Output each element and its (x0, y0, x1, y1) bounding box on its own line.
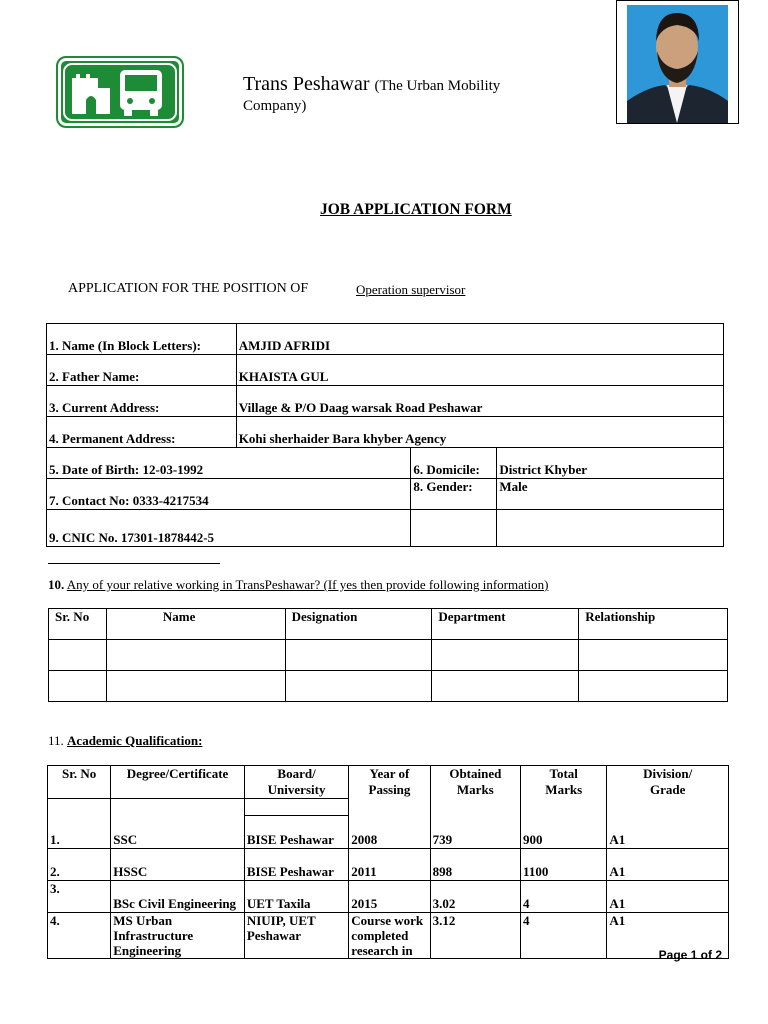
col-header: Total Marks (521, 766, 607, 816)
table-cell[interactable]: SSC (111, 816, 245, 849)
gender-label: 8. Gender: (413, 479, 473, 494)
table-row (47, 510, 724, 547)
table-cell[interactable]: 739 (430, 816, 520, 849)
table-cell[interactable] (432, 640, 579, 671)
name-label: 1. Name (In Block Letters): (49, 338, 201, 353)
col-header: Department (432, 609, 579, 640)
table-row (48, 816, 729, 849)
table-cell[interactable]: 2015 (349, 881, 430, 913)
col-header: Name (106, 609, 285, 640)
table-cell[interactable] (579, 671, 728, 702)
table-row (49, 640, 728, 671)
col-header: Degree/Certificate (111, 766, 245, 799)
applicant-photo (616, 0, 739, 124)
table-cell[interactable] (106, 640, 285, 671)
table-cell[interactable]: 2008 (349, 816, 430, 849)
father-label: 2. Father Name: (49, 369, 140, 384)
table-cell[interactable]: BISE Peshawar (244, 816, 348, 849)
question-11 (48, 733, 202, 749)
cnic-value[interactable]: 17301-1878442-5 (120, 530, 215, 545)
table-row (47, 417, 724, 448)
organization-name (243, 73, 500, 96)
q11-number: 11. (48, 733, 64, 748)
table-row (48, 881, 729, 913)
table-row (47, 386, 724, 417)
table-cell[interactable]: MS Urban Infrastructure Engineering (111, 913, 245, 959)
table-cell[interactable]: 2011 (349, 849, 430, 881)
table-cell: 2. (48, 849, 111, 881)
org-name-text: Trans Peshawar (243, 73, 370, 95)
table-cell[interactable]: BSc Civil Engineering (111, 881, 245, 913)
table-header-row (48, 766, 729, 799)
name-value[interactable]: AMJID AFRIDI (238, 338, 331, 353)
domicile-label: 6. Domicile: (413, 462, 480, 477)
table-row (47, 355, 724, 386)
table-cell[interactable]: A1 (607, 913, 729, 959)
table-row (47, 324, 724, 355)
table-cell[interactable] (106, 671, 285, 702)
gender-value[interactable]: Male (499, 479, 528, 494)
cnic-label: 9. CNIC No. (49, 530, 118, 545)
table-cell[interactable]: A1 (607, 881, 729, 913)
table-cell[interactable]: 4 (521, 913, 607, 959)
position-label: APPLICATION FOR THE POSITION OF (68, 281, 309, 296)
table-cell[interactable] (49, 671, 107, 702)
q11-text: Academic Qualification: (67, 733, 203, 748)
table-cell[interactable]: UET Taxila (244, 881, 348, 913)
divider (48, 563, 220, 564)
table-cell[interactable]: Course work completed research in (349, 913, 430, 959)
position-value[interactable]: Operation supervisor (356, 282, 466, 297)
relatives-table (48, 608, 728, 702)
table-cell[interactable] (579, 640, 728, 671)
current-address-value[interactable]: Village & P/O Daag warsak Road Peshawar (238, 400, 483, 415)
table-row (48, 913, 729, 959)
contact-label: 7. Contact No: (49, 493, 130, 508)
table-row (47, 479, 724, 510)
col-header: Division/ Grade (607, 766, 729, 816)
table-row (47, 448, 724, 479)
dob-value[interactable]: 12-03-1992 (142, 462, 204, 477)
table-row (48, 849, 729, 881)
q10-text: Any of your relative working in TransPeshawar? (If yes then provide following information) (66, 577, 549, 592)
table-cell[interactable] (285, 671, 432, 702)
table-cell[interactable]: NIUIP, UET Peshawar (244, 913, 348, 959)
col-header: Board/ University (244, 766, 348, 799)
table-cell[interactable] (285, 640, 432, 671)
table-cell[interactable]: HSSC (111, 849, 245, 881)
table-cell[interactable]: A1 (607, 849, 729, 881)
academic-table (47, 765, 729, 959)
table-cell[interactable]: 898 (430, 849, 520, 881)
trans-peshawar-logo (56, 56, 184, 128)
dob-label: 5. Date of Birth: (49, 462, 140, 477)
table-cell[interactable] (432, 671, 579, 702)
table-cell[interactable]: 4 (521, 881, 607, 913)
col-header: Sr. No (48, 766, 111, 799)
col-header: Sr. No (49, 609, 107, 640)
question-10 (48, 577, 548, 593)
table-cell[interactable]: A1 (607, 816, 729, 849)
personal-info-table (46, 323, 724, 547)
table-cell[interactable]: 3.02 (430, 881, 520, 913)
table-cell: 1. (48, 816, 111, 849)
current-address-label: 3. Current Address: (49, 400, 160, 415)
table-cell: 4. (48, 913, 111, 959)
org-name-paren: (The Urban Mobility (374, 78, 501, 94)
table-cell[interactable]: 3.12 (430, 913, 520, 959)
contact-value[interactable]: 0333-4217534 (132, 493, 209, 508)
col-header: Relationship (579, 609, 728, 640)
table-header-row (49, 609, 728, 640)
col-header: Year of Passing (349, 766, 430, 816)
table-row (49, 671, 728, 702)
col-header: Designation (285, 609, 432, 640)
table-cell[interactable]: 900 (521, 816, 607, 849)
q10-number: 10. (48, 577, 65, 592)
table-cell[interactable] (49, 640, 107, 671)
table-cell[interactable]: 1100 (521, 849, 607, 881)
permanent-address-label: 4. Permanent Address: (49, 431, 176, 446)
page-number: Page 1 of 2 (658, 948, 722, 962)
table-cell[interactable]: BISE Peshawar (244, 849, 348, 881)
permanent-address-value[interactable]: Kohi sherhaider Bara khyber Agency (238, 431, 447, 446)
domicile-value[interactable]: District Khyber (499, 462, 588, 477)
father-value[interactable]: KHAISTA GUL (238, 369, 329, 384)
form-title: JOB APPLICATION FORM (320, 201, 512, 218)
col-header: Obtained Marks (430, 766, 520, 816)
organization-subtitle: Company) (243, 98, 307, 114)
table-cell: 3. (48, 881, 111, 913)
